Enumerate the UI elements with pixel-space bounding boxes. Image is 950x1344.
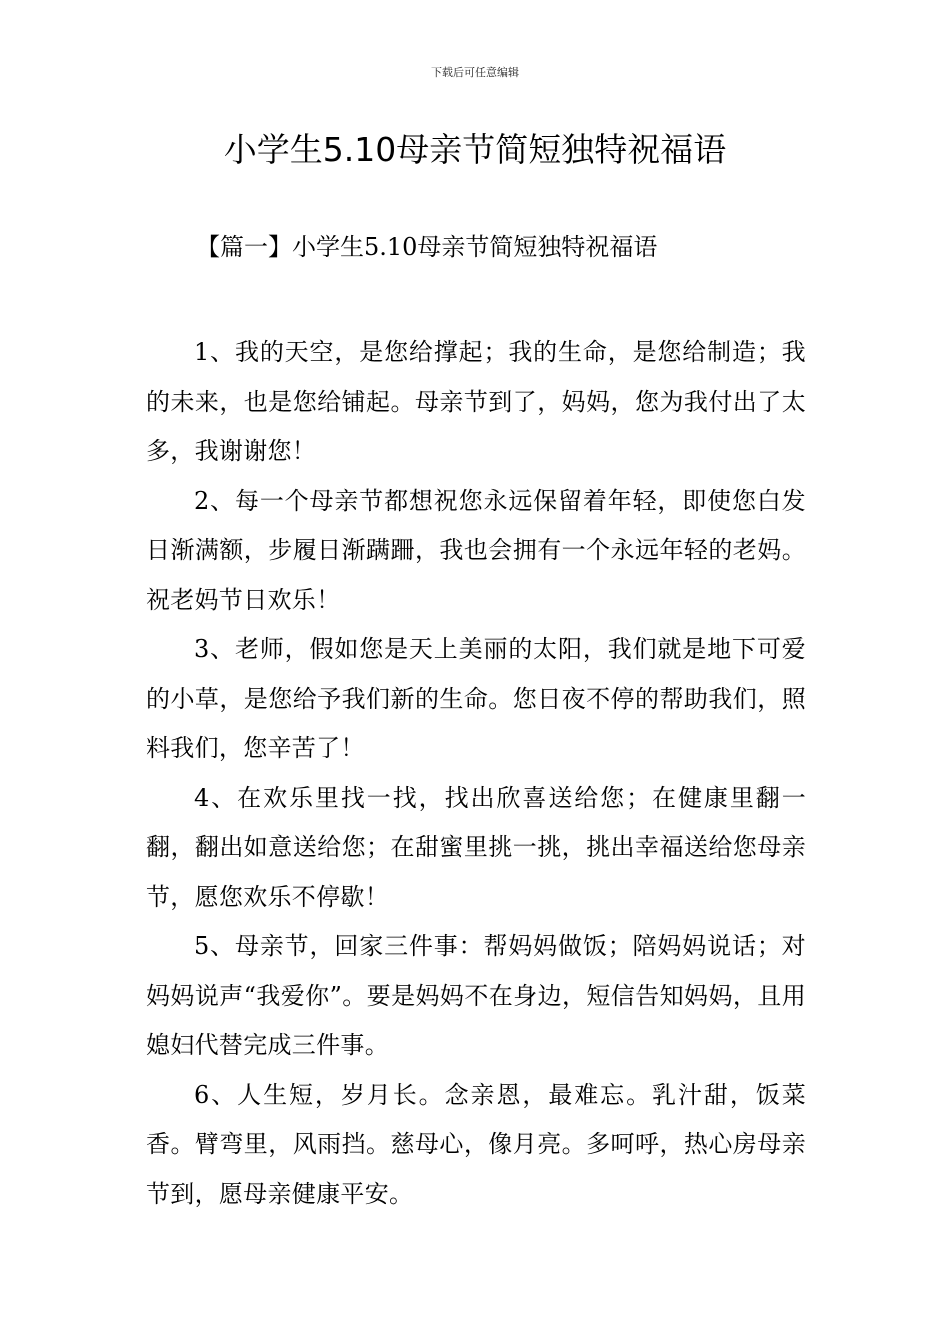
wish-paragraph-1: 1、我的天空，是您给撑起；我的生命，是您给制造；我的未来，也是您给铺起。母亲节到了，妈妈，您为我付出了太多，我谢谢您！ [146, 338, 806, 465]
wish-paragraph-4: 4、在欢乐里找一找，找出欣喜送给您；在健康里翻一翻，翻出如意送给您；在甜蜜里挑一挑，挑出幸福送给您母亲节，愿您欢乐不停歇！ [146, 783, 806, 911]
document-body [146, 328, 806, 1219]
page-header-note: 下载后可任意编辑 [431, 66, 519, 79]
wish-paragraph-6: 6、人生短，岁月长。念亲恩，最难忘。乳汁甜，饭菜香。臂弯里，风雨挡。慈母心，像月亮。多呵呼，热心房母亲节到，愿母亲健康平安。 [146, 1080, 806, 1208]
wish-paragraph-3: 3、老师，假如您是天上美丽的太阳，我们就是地下可爱的小草，是您给予我们新的生命。您日夜不停的帮助我们，照料我们，您辛苦了！ [146, 635, 806, 762]
section-heading: 【篇一】小学生5.10母亲节简短独特祝福语 [196, 233, 658, 261]
wish-paragraph-2: 2、每一个母亲节都想祝您永远保留着年轻，即使您白发日渐满额，步履日渐蹒跚，我也会拥有一个永远年轻的老妈。祝老妈节日欢乐！ [146, 486, 806, 614]
wish-paragraph-5: 5、母亲节，回家三件事：帮妈妈做饭；陪妈妈说话；对妈妈说声“我爱你”。要是妈妈不在身边，短信告知妈妈，且用媳妇代替完成三件事。 [146, 932, 806, 1059]
document-title: 小学生5.10母亲节简短独特祝福语 [223, 130, 727, 169]
